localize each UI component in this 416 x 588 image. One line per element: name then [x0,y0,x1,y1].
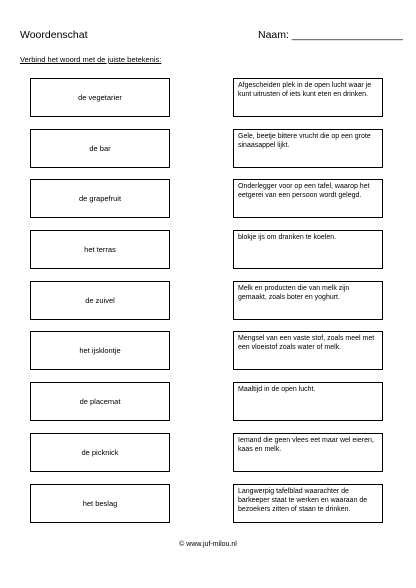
word-label: de picknick [81,447,119,457]
word-label: het beslag [82,498,118,508]
name-field-label: Naam: ___________________ [258,29,403,41]
word-label: de vegetarier [78,93,122,102]
word-box [30,433,170,472]
word-label: de grapefruit [78,194,122,204]
word-box [30,78,170,117]
meaning-box: Maaltijd in de open lucht. [233,382,383,421]
meaning-box: Langwerpig tafelblad waarachter de barkeeper staat te werken en waaraan de bezoekers zitten of staan te drinken. [233,484,383,523]
word-label: het ijsklontje [79,346,121,356]
word-box [30,230,170,269]
page-title: Woordenschat [20,29,88,41]
word-label: de placemat [79,397,121,407]
footer-credit: © www.juf-milou.nl [179,541,237,548]
word-box [30,129,170,168]
word-label: de bar [89,143,111,153]
meaning-box: blokje ijs om dranken te koelen. [233,230,383,269]
word-box [30,179,170,218]
meaning-box: Iemand die geen vlees eet maar wel eieren, kaas en melk. [233,433,383,472]
meaning-box: Onderlegger voor op een tafel, waarop het eetgerei van een persoon wordt gelegd. [233,179,383,218]
word-box [30,484,170,523]
word-label: het terras [84,245,116,255]
meaning-box: Afgescheiden plek in de open lucht waar je kunt uitrusten of iets kunt eten en drinken. [233,78,383,117]
meaning-box: Melk en producten die van melk zijn gemaakt, zoals boter en yoghurt. [233,281,383,320]
word-label: de zuivel [85,295,115,305]
word-column [30,78,170,534]
meaning-box: Mengsel van een vaste stof, zoals meel met een vloeistof zoals water of melk. [233,331,383,370]
instruction-text: Verbind het woord met de juiste betekenis: [20,55,162,64]
word-box [30,382,170,421]
word-box [30,281,170,320]
meaning-box: Gele, beetje bittere vrucht die op een grote sinaasappel lijkt. [233,129,383,168]
word-box [30,331,170,370]
meaning-column [233,78,383,534]
